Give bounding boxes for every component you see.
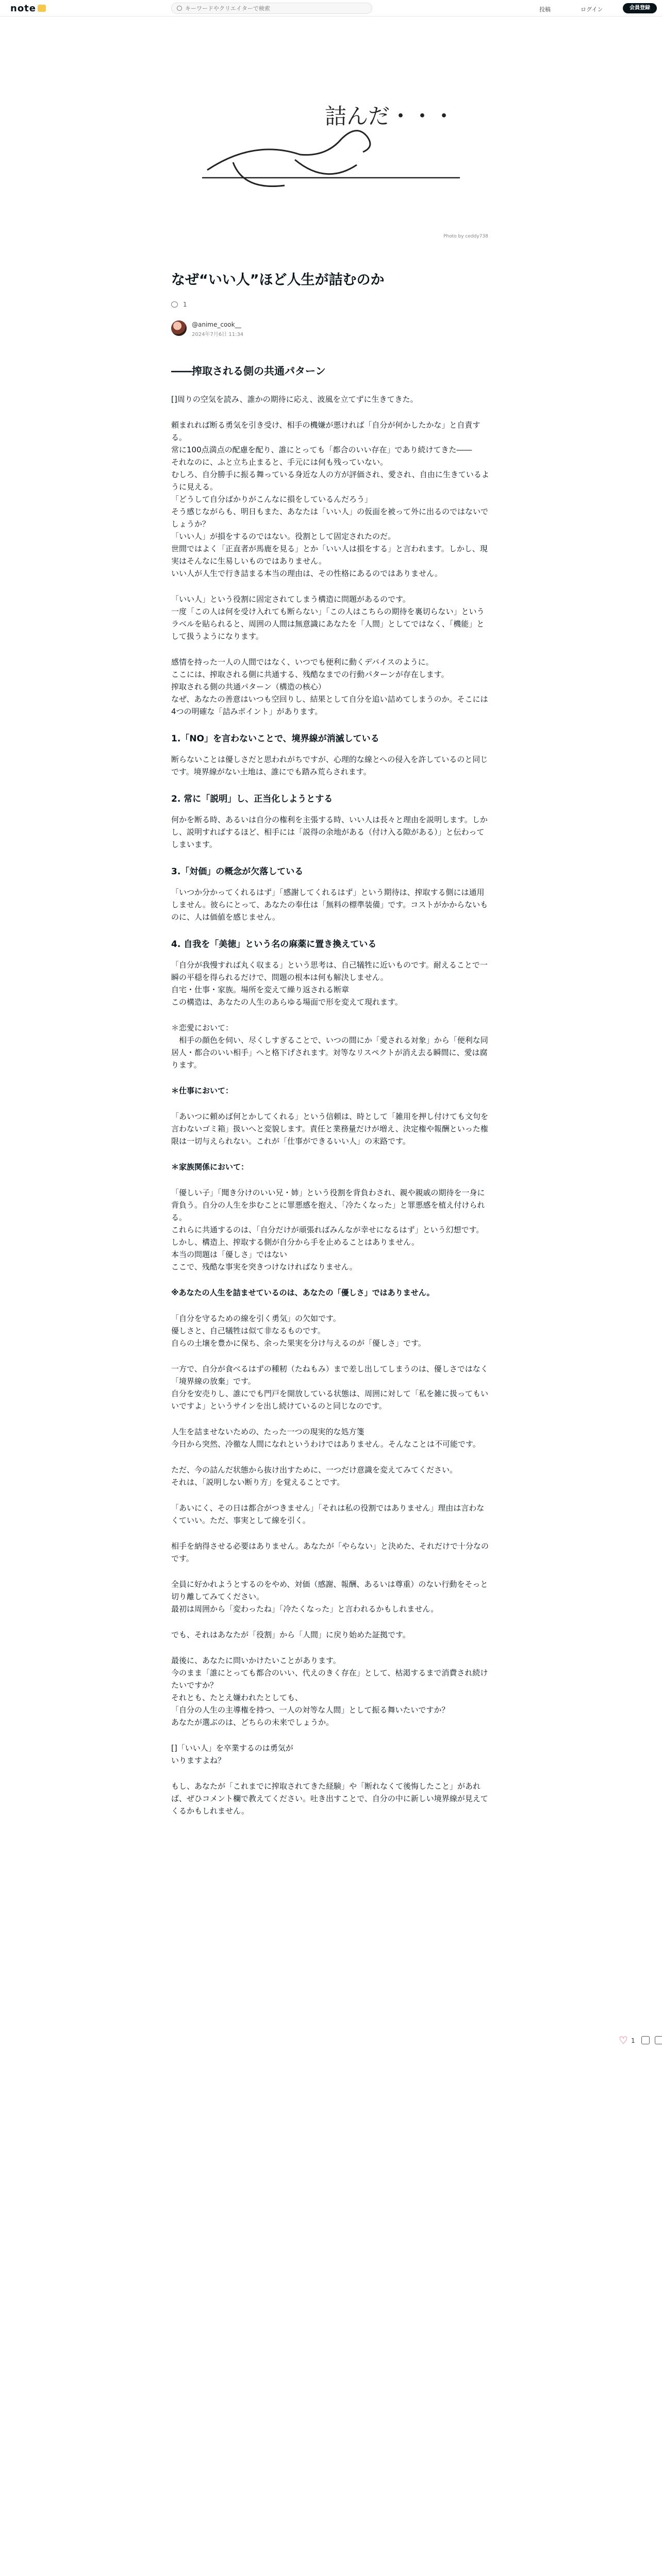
paragraph-line: 自宅・仕事・家族。場所を変えて繰り返される断章 [171, 985, 350, 994]
hero-illustration [171, 31, 491, 237]
login-link[interactable]: ログイン [581, 6, 603, 13]
paragraph [171, 959, 491, 1008]
paragraph-line: 今のまま「誰にとっても都合のいい、代えのきく存在」として、枯渇するまで消費され続けたいですか？ [171, 1668, 488, 1690]
subheading: 3.「対価」の概念が欠落している [171, 867, 304, 877]
paragraph-line: むしろ、自分勝手に振る舞っている身近な人の方が評価され、愛され、自由に生きているように見える。 [171, 470, 489, 492]
paragraph-line: 「どうして自分ばかりがこんなに損をしているんだろう」 [171, 495, 373, 504]
subheading: 1.「NO」を言わないことで、境界線が消滅している [171, 734, 379, 744]
paragraph-line: でも、それはあなたが「役割」から「人間」に戻り始めた証拠です。 [171, 1630, 410, 1639]
paragraph [171, 1654, 491, 1728]
paragraph [171, 1578, 491, 1615]
paragraph-line: []周りの空気を読み、誰かの期待に応え、波風を立てずに生きてきた。 [171, 395, 418, 404]
post-date: 2024年7月6日 11:34 [192, 332, 244, 337]
paragraph [171, 814, 491, 851]
paragraph-line: ※あなたの人生を詰ませているのは、あなたの「優しさ」ではありません。 [171, 1288, 435, 1297]
paragraph [171, 1502, 491, 1527]
paragraph [171, 1464, 491, 1488]
paragraph [171, 753, 491, 778]
author-row[interactable] [171, 318, 491, 339]
paragraph-line: 優しさと、自己犠牲は似て非なるものです。 [171, 1326, 325, 1335]
paragraph-line: 感情を持った一人の人間ではなく、いつでも便利に動くデバイスのように。 [171, 657, 434, 667]
paragraph-line: 自らの土壌を豊かに保ち、余った果実を分け与えるのが「優しさ」です。 [171, 1338, 426, 1348]
paragraph-line: 最初は周囲から「変わったね」「冷たくなった」と言われるかもしれません。 [171, 1604, 439, 1614]
paragraph-line: 「いい人」という役割に固定されてしまう構造に問題があるのです。 [171, 595, 410, 604]
paragraph-line: 「あいにく、その日は都合がつきません」「それは私の役割ではありません」理由は言わなくていい。ただ、事実として線を引く。 [171, 1503, 485, 1525]
article-body [171, 363, 491, 1831]
paragraph-line: 最後に、あなたに問いかけたいことがあります。 [171, 1656, 341, 1665]
paragraph [171, 1540, 491, 1565]
share-icon[interactable] [655, 2036, 662, 2044]
paragraph [171, 1161, 491, 1173]
paragraph [171, 1084, 491, 1097]
paragraph [171, 1022, 491, 1071]
logo-mark-icon [38, 5, 46, 12]
top-header [0, 0, 662, 16]
paragraph-line: ここには、搾取される側に共通する、残酷なまでの行動パターンが存在します。 [171, 670, 449, 679]
paragraph-line: 相手の顔色を伺い、尽くしすぎることで、いつの間にか「愛される対象」から「便利な同居人・都合のいい相手」へと格下げされます。対等なリスペクトが消え去る瞬間に、愛は腐ります。 [171, 1036, 488, 1070]
paragraph-line: 「自分を守るための線を引く勇気」の欠如です。 [171, 1314, 341, 1323]
paragraph-line: ＊家族関係において： [171, 1162, 249, 1172]
heart-icon[interactable] [171, 301, 178, 308]
paragraph [171, 1187, 491, 1273]
paragraph-line: ここで、残酷な事実を突きつけなければなりません。 [171, 1262, 357, 1272]
paragraph-line: それなのに、ふと立ち止まると、手元には何も残っていない。 [171, 457, 388, 467]
paragraph-line: 相手を納得させる必要はありません。あなたが「やらない」と決めた、それだけで十分なのです。 [171, 1541, 489, 1563]
paragraph [171, 1426, 491, 1450]
paragraph-line: 一方で、自分が食べるはずの種籾（たねもみ）まで差し出してしまうのは、優しさではなく「境界線の放棄」です。 [171, 1364, 488, 1386]
paragraph [171, 1286, 491, 1299]
like-summary[interactable] [171, 301, 491, 308]
paragraph-line: 何かを断る時、あるいは自分の権利を主張する時、いい人は長々と理由を説明します。しかし、説明すればするほど、相手には「説得の余地がある（付け入る隙がある）」と伝わってしまいます。 [171, 815, 488, 849]
paragraph [171, 1363, 491, 1412]
article-title: なぜ“いい人”ほど人生が詰むのか [171, 272, 385, 288]
paragraph-line: 「いつか分かってくれるはず」「感謝してくれるはず」という期待は、搾取する側には通用しません。彼らにとって、あなたの奉仕は「無料の標準装備」です。コストがかからないものに、人は価値を感じません。 [171, 888, 488, 922]
paragraph-line: あなたが選ぶのは、どちらの未来でしょうか。 [171, 1718, 334, 1727]
paragraph-line: 自分を安売りし、誰にでも門戸を開放している状態は、周囲に対して「私を雑に扱ってもいいですよ」というサインを出し続けているのと同じなのです。 [171, 1389, 489, 1411]
paragraph-line: 断らないことは優しさだと思われがちですが、心理的な線とへの侵入を許しているのと同じです。境界線がない土地は、誰にでも踏み荒らされます。 [171, 755, 488, 776]
paragraph [171, 393, 491, 405]
paragraph-line: この構造は、あなたの人生のあらゆる場面で形を変えて現れます。 [171, 997, 403, 1007]
paragraph-line: いい人が人生で行き詰まる本当の理由は、その性格にあるのではありません。 [171, 569, 442, 578]
photo-credit: Photo by ceddy738 [443, 234, 488, 239]
paragraph-line: 全員に好かれようとするのをやめ、対価（感謝、報酬、あるいは尊重）のない行動をそっと切り離してみてください。 [171, 1580, 488, 1601]
article-blocks [171, 393, 491, 1817]
section-heading: ――搾取される側の共通パターン [171, 365, 326, 377]
paragraph-line: もし、あなたが「これまでに搾取されてきた経験」や「断れなくて後悔したこと」があれば、ぜひコメント欄で教えてください。吐き出すことで、自分の中に新しい境界線が見えてくるかもしれません。 [171, 1782, 488, 1816]
paragraph [171, 1110, 491, 1147]
paragraph [171, 886, 491, 923]
paragraph-line: 一度「この人は何を受け入れても断らない」「この人はこちらの期待を裏切らない」というラベルを貼られると、周囲の人間は無意識にあなたを「人間」としてではなく、「機能」として扱うようになります。 [171, 607, 485, 641]
paragraph-line: 世間ではよく「正直者が馬鹿を見る」とか「いい人は損をする」と言われます。しかし、現実はそんなに生易しいものではありません。 [171, 544, 488, 566]
search-input[interactable] [185, 5, 366, 12]
hero-image [171, 31, 491, 237]
paragraph [171, 656, 491, 718]
paragraph [171, 1780, 491, 1817]
subheading: 2. 常に「説明」し、正当化しようとする [171, 794, 333, 804]
floating-like-count: 1 [631, 2037, 635, 2044]
hero-handwriting: 詰んだ・・・ [325, 104, 455, 129]
post-link[interactable]: 投稿 [539, 6, 551, 13]
avatar[interactable] [171, 320, 187, 336]
paragraph-line: 「自分が我慢すれば丸く収まる」という思考は、自己犠牲に近いものです。耐えることで一瞬の平穏を得られるだけで、問題の根本は何も解決しません。 [171, 960, 488, 982]
paragraph-line: ＊仕事において： [171, 1086, 234, 1095]
paragraph-line: ＊恋愛において： [171, 1023, 234, 1032]
like-count: 1 [183, 301, 187, 308]
paragraph-line: 「自分の人生の主導権を持つ、一人の対等な人間」として振る舞いたいですか？ [171, 1705, 450, 1715]
paragraph-line: 常に100点満点の配慮を配り、誰にとっても「都合のいい存在」であり続けてきた―― [171, 445, 472, 454]
paragraph-line: []「いい人」を卒業するのは勇気が [171, 1743, 293, 1753]
author-name[interactable]: @anime_cook__ [192, 321, 241, 328]
paragraph [171, 1742, 491, 1767]
paragraph [171, 419, 491, 580]
paragraph [171, 1312, 491, 1349]
paragraph-line: 今日から突然、冷徹な人間になれというわけではありません。そんなことは不可能です。 [171, 1439, 481, 1449]
paragraph-line: 本当の問題は「優しさ」ではない [171, 1250, 288, 1259]
paragraph [171, 1629, 491, 1641]
floating-heart-icon[interactable]: ♡ [619, 2034, 628, 2046]
search-icon [177, 6, 182, 11]
paragraph-line: それは、「説明しない断り方」を覚えることです。 [171, 1478, 345, 1487]
paragraph-line: 頼まれれば断る勇気を引き受け、相手の機嫌が悪ければ「自分が何かしたかな」と自責する。 [171, 420, 481, 442]
bookmark-icon[interactable] [641, 2036, 650, 2044]
paragraph-line: 「優しい子」「聞き分けのいい兄・姉」という役割を背負わされ、親や親戚の期待を一身に背負う。自分の人生を歩むことに罪悪感を抱え、「冷たくなった」と罪悪感を植え付けられる。 [171, 1188, 485, 1222]
paragraph-line: これらに共通するのは、「自分だけが頑張ればみんなが幸せになるはず」という幻想です。しかし、構造上、搾取する側が自分から手を止めることはありません。 [171, 1225, 484, 1247]
subheading: 4. 自我を「美徳」という名の麻薬に置き換えている [171, 939, 377, 950]
paragraph-line: そう感じながらも、明日もまた、あなたは「いい人」の仮面を被って外に出るのではないでしょうか？ [171, 507, 489, 529]
paragraph-line: 搾取される側の共通パターン（構造の核心） [171, 682, 326, 691]
paragraph-line: いりますよね？ [171, 1756, 226, 1765]
note-logo[interactable]: note [10, 3, 46, 14]
paragraph-line: なぜ、あなたの善意はいつも空回りし、結果として自分を追い詰めてしまうのか。そこには4つの明確な「詰みポイント」があります。 [171, 694, 488, 716]
paragraph-line: それとも、たとえ嫌われたとしても、 [171, 1693, 303, 1702]
search-box[interactable] [171, 3, 372, 14]
paragraph [171, 593, 491, 642]
paragraph-line: 「あいつに頼めば何とかしてくれる」という信頼は、時として「雑用を押し付けても文句を言わないゴミ箱」扱いへと変貌します。責任と業務量だけが増え、決定権や報酬といった権限は一切与えられない。これが「仕事ができるいい人」の末路です。 [171, 1112, 489, 1146]
signup-button[interactable]: 会員登録 [623, 3, 657, 13]
paragraph-line: 「いい人」が損をするのではない。役割として固定されたのだ。 [171, 532, 396, 541]
paragraph-line: 人生を詰ませないための、たった一つの現実的な処方箋 [171, 1427, 365, 1436]
paragraph-line: ただ、今の詰んだ状態から抜け出すために、一つだけ意識を変えてみてください。 [171, 1465, 458, 1475]
